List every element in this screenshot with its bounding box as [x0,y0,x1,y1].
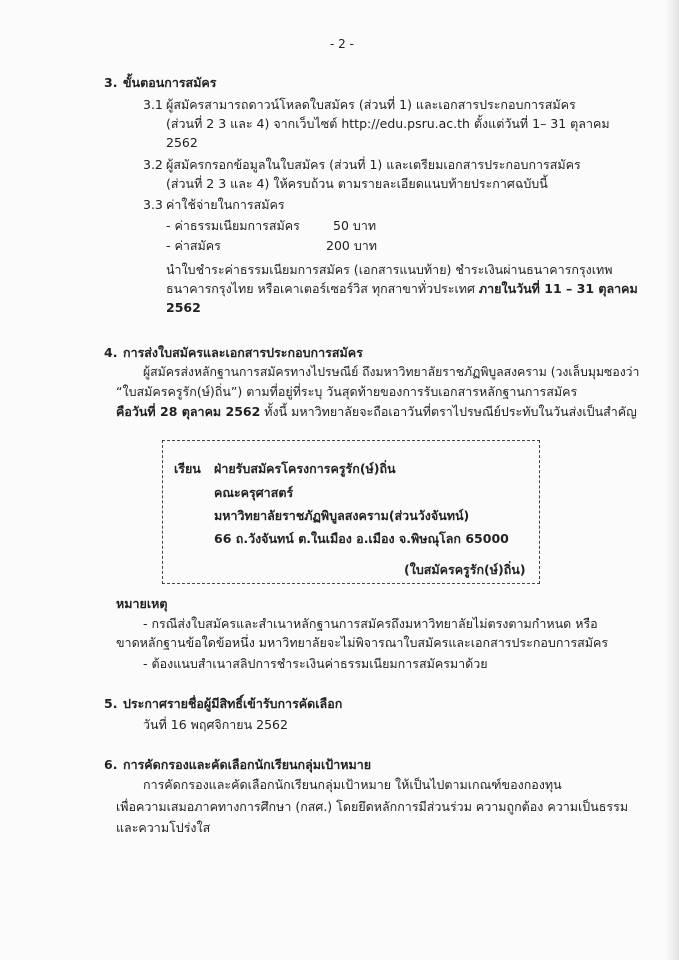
address-line-4: 66 ถ.วังจันทน์ ต.ในเมือง อ.เมือง จ.พิษณุโลก 65000 [214,531,509,546]
item-3-1-line-1: ผู้สมัครสามารถดาวน์โหลดใบสมัคร (ส่วนที่ 1) และเอกสารประกอบการสมัคร [166,97,576,112]
payment-line-3: 2562 [166,300,201,315]
address-line-2: คณะครุศาสตร์ [214,485,294,500]
item-3-2-number: 3.2 [143,157,163,172]
fee-application-value: 50 บาท [333,218,377,233]
item-3-2-line-2: (ส่วนที่ 2 3 และ 4) ให้ครบถ้วน ตามรายละเอียดแนบท้ายประกาศฉบับนี้ [166,176,548,191]
section-4-line-1: ผู้สมัครส่งหลักฐานการสมัครทางไปรษณีย์ ถึงมหาวิทยาลัยราชภัฏพิบูลสงคราม (วงเล็บมุมซองว่า [143,364,640,379]
section-5-title: ประกาศรายชื่อผู้มีสิทธิ์เข้ารับการคัดเลือก [123,696,343,711]
section-4-line-3 [116,404,637,420]
item-3-1-line-2: (ส่วนที่ 2 3 และ 4) จากเว็บไซต์ http://edu.psru.ac.th ตั้งแต่วันที่ 1– 31 ตุลาคม [166,116,610,131]
section-4-line-2: “ใบสมัครครูรัก(ษ์)ถิ่น”) ตามที่อยู่ที่ระบุ วันสุดท้ายของการรับเอกสารหลักฐานการสมัคร [116,384,578,399]
remark-1-line-1: - กรณีส่งใบสมัครและสำเนาหลักฐานการสมัครถึงมหาวิทยาลัยไม่ตรงตามกำหนด หรือ [143,616,598,631]
payment-line-2-text: ธนาคารกรุงไทย หรือเคาเตอร์เซอร์วิส ทุกสาขาทั่วประเทศ [166,281,479,296]
payment-line-2 [166,281,638,297]
item-3-3-title: ค่าใช้จ่ายในการสมัคร [166,197,285,212]
remark-2: - ต้องแนบสำเนาสลิปการชำระเงินค่าธรรมเนียมการสมัครมาด้วย [143,656,488,671]
section-3-number: 3. [104,75,118,90]
item-3-2-line-1: ผู้สมัครกรอกข้อมูลในใบสมัคร (ส่วนที่ 1) และเตรียมเอกสารประกอบการสมัคร [166,157,581,172]
address-line-3: มหาวิทยาลัยราชภัฏพิบูลสงคราม(ส่วนวังจันทน์) [214,508,470,523]
section-4-title: การส่งใบสมัครและเอกสารประกอบการสมัคร [123,345,363,360]
remark-title: หมายเหตุ [116,596,168,611]
remark-1-line-2: ขาดหลักฐานข้อใดข้อหนึ่ง มหาวิทยาลัยจะไม่พิจารณาใบสมัครและเอกสารประกอบการสมัคร [116,635,609,650]
section-4-line-3-text: ทั้งนี้ มหาวิทยาลัยจะถือเอาวันที่ตราไปรษณีย์ประทับในวันส่งเป็นสำคัญ [260,404,637,419]
section-6-line-1: การคัดกรองและคัดเลือกนักเรียนกลุ่มเป้าหมาย ให้เป็นไปตามเกณฑ์ของกองทุน [143,777,562,792]
item-3-3-number: 3.3 [143,197,163,212]
item-3-1-number: 3.1 [143,97,163,112]
section-3-title: ขั้นตอนการสมัคร [123,75,217,90]
section-6-line-2: เพื่อความเสมอภาคทางการศึกษา (กสศ.) โดยยึดหลักการมีส่วนร่วม ความถูกต้อง ความเป็นธรรม [116,799,629,814]
announcement-date: วันที่ 16 พฤศจิกายน 2562 [143,717,288,732]
submission-deadline: คือวันที่ 28 ตุลาคม 2562 [116,404,261,419]
fee-registration-label: - ค่าสมัคร [166,238,221,253]
address-line-1: ฝ่ายรับสมัครโครงการครูรัก(ษ์)ถิ่น [214,461,396,476]
fee-application-label: - ค่าธรรมเนียมการสมัคร [166,218,300,233]
page-edge-shadow [665,0,679,960]
fee-registration-value: 200 บาท [326,238,378,253]
section-6-number: 6. [104,757,118,772]
address-to-label: เรียน [174,461,201,476]
payment-deadline: ภายในวันที่ 11 – 31 ตุลาคม [478,281,638,296]
item-3-1-line-3: 2562 [166,135,198,150]
payment-line-1: นำใบชำระค่าธรรมเนียมการสมัคร (เอกสารแนบท้าย) ชำระเงินผ่านธนาคารกรุงเทพ [166,262,613,277]
section-4-number: 4. [104,345,118,360]
section-5-number: 5. [104,696,118,711]
section-6-line-3: และความโปร่งใส [116,820,211,835]
page-number: - 2 - [330,37,354,51]
section-6-title: การคัดกรองและคัดเลือกนักเรียนกลุ่มเป้าหมาย [123,757,372,772]
envelope-note: (ใบสมัครครูรัก(ษ์)ถิ่น) [404,562,526,577]
